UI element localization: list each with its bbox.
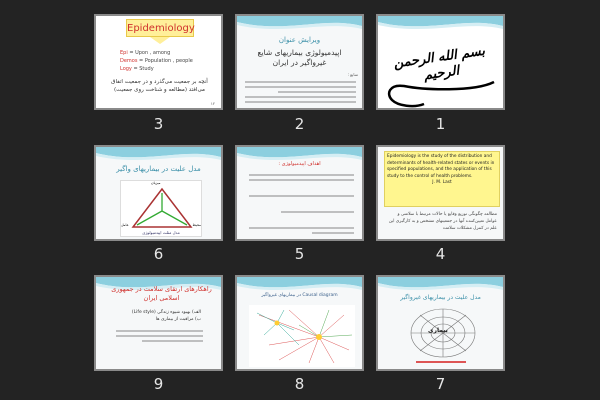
causal-network-image (249, 305, 355, 367)
label-host: میزبان (151, 181, 161, 185)
slide-thumbnail-3[interactable] (94, 14, 223, 110)
slide-thumbnail-6[interactable] (94, 145, 223, 241)
slide-bullet: ب) مراقبت از بیماری ها (155, 317, 201, 322)
term-def: = Population , people (137, 58, 193, 64)
slide-title: اهداف اپیدمیولوژی : (278, 161, 321, 167)
term-def: = Study (131, 66, 154, 72)
slide-thumbnail-7[interactable] (376, 275, 505, 371)
slide-number: 7 (435, 375, 446, 393)
slide-thumbnail-5[interactable] (235, 145, 364, 241)
slide-title: مدل علیت در بیماریهای واگیر (116, 165, 201, 173)
slide-number: 9 (153, 375, 164, 393)
slide-number: 8 (294, 375, 305, 393)
slide-number: 5 (294, 245, 305, 263)
slide-bullet: آنچه بر جمعیت می‌گذرد و در جمعیت اتفاق می‌افتد (مطالعه و شناخت روی جمعیت) (111, 79, 208, 93)
slide-number: 4 (435, 245, 446, 263)
slide-subtitle: ویرایش عنوان (278, 36, 321, 44)
caption-line (416, 361, 466, 363)
term: Demos (120, 58, 138, 64)
slide-title: اپیدمیولوژی بیماریهای شایع غیرواگیر در ایران (257, 48, 342, 67)
slide-number: 6 (153, 245, 164, 263)
slide-body: منابع : (347, 72, 358, 77)
slide-bullet: الف) بهبود شیوه زندگی (Life style) (131, 310, 201, 315)
term: Epi (120, 50, 128, 56)
definition-box (384, 151, 500, 207)
diagram-caption: مدل مثلث اپیدمیولوژی (142, 230, 180, 235)
slide-thumbnail-2[interactable] (235, 14, 364, 110)
slide-title: راهکارهای ارتقای سلامت در جمهوری اسلامی ایران (111, 285, 212, 302)
definition-author: J. M. Last (432, 180, 452, 185)
slide-thumbnail-1[interactable] (376, 14, 505, 110)
wave-decoration (237, 16, 362, 38)
center-label: بیماری (428, 327, 448, 334)
term-def: = Upon , among (127, 50, 171, 56)
slide-title: مدل علیت در بیماریهای غیرواگیر (400, 294, 481, 301)
slide-thumbnail-9[interactable] (94, 275, 223, 371)
calligraphy-text: بسم الله الرحمن الرحیم (392, 43, 486, 84)
slide-number: 1 (435, 115, 446, 133)
slide-title: Causal diagram در بیماریهای غیرواگیر (261, 293, 338, 298)
slide-bullet: مطالعه چگونگی توزیع وقایع یا حالات مرتبط با سلامتی و عوامل تعیین‌کننده آنها در جمعیتهای مشخص و به کارگیری این علم در کنترل مشکلات سلامت (388, 212, 497, 231)
term: Logy (120, 66, 132, 72)
slide-thumbnail-8[interactable] (235, 275, 364, 371)
slide-number: 2 (294, 115, 305, 133)
slide-thumbnail-4[interactable] (376, 145, 505, 241)
page-number: ۱۲ (210, 101, 215, 106)
label-agent: عامل (121, 223, 129, 227)
definition-text: Epidemiology is the study of the distribution and determinants of health-related states or events in specified populations, and the application of this study to the control of health problems. (387, 154, 495, 179)
arrow-down-icon (150, 37, 170, 44)
slide-title: Epidemiology (126, 19, 194, 37)
slide-number: 3 (153, 115, 164, 133)
label-environment: محیط (192, 223, 201, 227)
